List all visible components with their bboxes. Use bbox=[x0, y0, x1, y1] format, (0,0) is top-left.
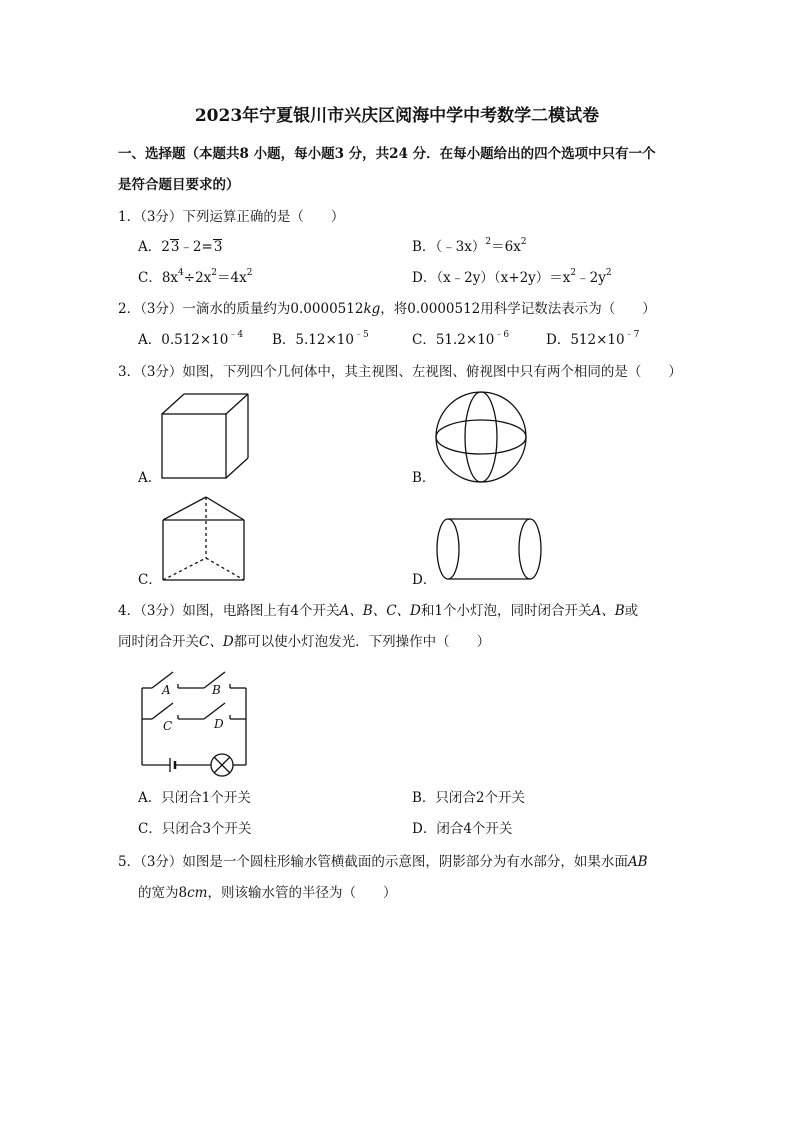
q2-option-b: B．$5.12\times 10^{﹣5}$ bbox=[272, 329, 369, 348]
page-title: 2023年宁夏银川市兴庆区阅海中学中考数学二模试卷 bbox=[194, 106, 600, 126]
switch-c-label: C bbox=[163, 719, 173, 733]
q1-option-a: A．23﹣2=3 bbox=[138, 239, 223, 255]
cube-figure bbox=[158, 392, 258, 487]
q4-option-a: A．只闭合1个开关 bbox=[138, 790, 251, 806]
q1-option-d: D．$(x﹣2y)(x+2y)=x^2﹣2y^2$ bbox=[412, 267, 612, 286]
switch-d-label: D bbox=[214, 717, 224, 731]
q1-stem: 1．（3分）下列运算正确的是（ ） bbox=[118, 209, 345, 225]
q3-option-d: D． bbox=[412, 572, 437, 588]
sphere-figure bbox=[434, 390, 534, 490]
q4-option-b: B．只闭合2个开关 bbox=[412, 790, 526, 806]
q2-option-c: C．$51.2\times 10^{﹣6}$ bbox=[412, 329, 510, 348]
switch-b-label: B bbox=[212, 683, 221, 697]
circuit-diagram bbox=[136, 664, 256, 779]
switch-a-label: A bbox=[162, 683, 171, 697]
q3-stem: 3．（3分）如图，下列四个几何体中，其主视图、左视图、俯视图中只有两个相同的是（ ） bbox=[118, 364, 682, 380]
section-heading-line2: 是符合题目要求的） bbox=[118, 177, 240, 193]
q1-option-c: C．$8x^4\div 2x^2=4x^2$ bbox=[138, 267, 253, 286]
q3-option-a: A． bbox=[138, 470, 162, 486]
q4-option-d: D．闭合4个开关 bbox=[412, 821, 513, 837]
q1-option-b: B．$(﹣3x)^2=6x^2$ bbox=[412, 236, 527, 255]
q5-stem-line1: 5．（3分）如图是一个圆柱形输水管横截面的示意图，阴影部分为有水部分，如果水面AB bbox=[118, 854, 648, 870]
q4-stem-line1: 4．（3分）如图，电路图上有4个开关A、B、C、D和1个小灯泡，同时闭合开关A、B或 bbox=[118, 603, 639, 619]
q2-option-a: A．$0.512\times 10^{﹣4}$ bbox=[138, 329, 244, 348]
q2-option-d: D．$512\times 10^{﹣7}$ bbox=[546, 329, 640, 348]
q2-stem: 2．（3分）一滴水的质量约为0.0000512kg，将0.0000512用科学记数法表示为（ ） bbox=[118, 301, 656, 317]
q3-option-c: C． bbox=[138, 572, 162, 588]
q4-stem-line2: 同时闭合开关C、D都可以使小灯泡发光．下列操作中（ ） bbox=[118, 634, 491, 650]
q4-option-c: C．只闭合3个开关 bbox=[138, 821, 252, 837]
section-heading-line1: 一、选择题（本题共8 小题，每小题3 分，共24 分．在每小题给出的四个选项中只有一个 bbox=[118, 146, 656, 162]
q5-stem-line2: 的宽为8cm，则该输水管的半径为（ ） bbox=[138, 885, 397, 901]
cylinder-figure bbox=[436, 518, 551, 588]
q3-option-b: B． bbox=[412, 470, 436, 486]
triangular-prism-figure bbox=[158, 494, 258, 589]
